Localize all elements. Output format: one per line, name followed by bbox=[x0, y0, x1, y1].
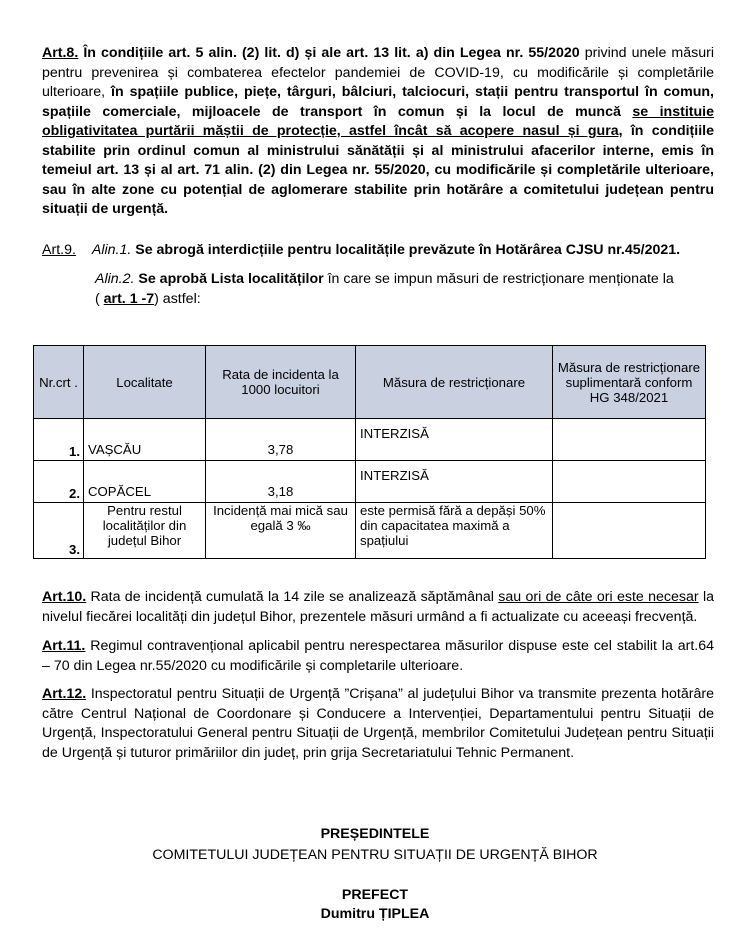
table-row bbox=[34, 503, 706, 559]
article-9-alin-2-open: ( bbox=[95, 290, 104, 307]
article-9-alin-1-text: Se abrogă interdicțiile pentru localitățile prevăzute în Hotărârea CJSU nr.45/2021. bbox=[131, 242, 681, 258]
article-11-label: Art.11. bbox=[42, 638, 86, 654]
article-11 bbox=[42, 637, 714, 676]
row-masura: INTERZISĂ bbox=[356, 419, 553, 461]
signature-role: PREFECT bbox=[341, 887, 409, 903]
article-8-bold-text-3: în condițiile stabilite prin ordinul comun al ministrului sănătății și al ministrului afacerilor interne, emis în temeiul art. 13 și al art. 71 alin. (2) din Legea nr. 55/2020, cu modificările și completările ulterioare, sau în alte zone cu potențial de aglomerare stabilite prin hotărâre a comitetului județean pentru situații de urgență. bbox=[42, 123, 714, 217]
row-masura: este permisă fără a depăși 50% din capacitatea maximă a spațiului bbox=[356, 503, 553, 559]
article-8-mask-obligation: se instituie obligativitatea purtării măștii de protecție, astfel încât să acopere nasul și gura, bbox=[42, 103, 714, 139]
signature-committee: COMITETULUI JUDEȚEAN PENTRU SITUAȚII DE URGENȚĂ BIHOR bbox=[152, 847, 598, 863]
header-localitate: Localitate bbox=[84, 346, 206, 419]
article-10-text-2: la nivelul fiecărei localități din județul Bihor, prezentele măsuri urmând a fi actualizate cu aceeași frecvență. bbox=[42, 589, 715, 625]
table-row bbox=[34, 461, 706, 503]
row-number: 2. bbox=[34, 461, 84, 503]
article-9-alin-2-ref: art. 1 -7 bbox=[103, 290, 155, 307]
article-8-label: Art.8. bbox=[42, 45, 79, 61]
article-9-alin-2-label: Alin.2. bbox=[95, 271, 135, 287]
row-number: 3. bbox=[34, 503, 84, 559]
row-masura: INTERZISĂ bbox=[356, 461, 553, 503]
article-8-bold-text-2: în spațiile publice, piețe, târguri, bâlciuri, talciocuri, stații pentru transportul în comun, spațiile comerciale, mijloacele de transport în comun și la locul de muncă bbox=[42, 84, 714, 120]
header-masura-suplimentara: Măsura de restricționare suplimentară conform HG 348/2021 bbox=[553, 346, 706, 419]
header-masura: Măsura de restricționare bbox=[356, 346, 553, 419]
article-12-label: Art.12. bbox=[42, 686, 87, 702]
table-header-row bbox=[34, 346, 706, 419]
row-suplimentara bbox=[553, 503, 706, 559]
article-10-text-1: Rata de incidență cumulată la 14 zile se analizează săptămânal bbox=[86, 589, 499, 605]
article-8-bold-text-1: În condițiile art. 5 alin. (2) lit. d) și ale art. 13 lit. a) din Legea nr. 55/2020 bbox=[83, 45, 580, 61]
row-number: 1. bbox=[34, 419, 84, 461]
row-localitate: Pentru restul localităților din județul Bihor bbox=[84, 503, 206, 559]
article-9-alin-1 bbox=[42, 241, 714, 261]
article-9-alin-2 bbox=[95, 270, 714, 309]
row-suplimentara bbox=[553, 461, 706, 503]
article-9-label: Art.9. bbox=[42, 242, 76, 258]
row-localitate: VAȘCĂU bbox=[84, 419, 206, 461]
article-8-plain-text: privind unele măsuri pentru prevenirea și combaterea efectelor pandemiei de COVID-19, cu modificările și completările ulterioare, bbox=[42, 45, 714, 100]
table-row bbox=[34, 419, 706, 461]
article-9-alin-2-bold: Se aprobă Lista localităților bbox=[134, 271, 324, 287]
signature-name: Dumitru ȚIPLEA bbox=[320, 906, 430, 922]
article-9-alin-1-label: Alin.1. bbox=[91, 242, 132, 258]
article-12-text: Inspectoratul pentru Situații de Urgență ”Crișana” al județului Bihor va transmite prezenta hotărâre către Centrul Național de Coordonare și Conducere a Intervenției, Departamentului pentru Situații de Urgență, Inspectoratului General pentru Situații de Urgență, membrilor Comitetului Județean pentru Situații de Urgență și tuturor primăriilor din județ, prin grija Secretariatului Tehnic Permanent. bbox=[42, 686, 714, 761]
article-10 bbox=[42, 588, 714, 627]
row-suplimentara bbox=[553, 419, 706, 461]
article-10-label: Art.10. bbox=[42, 589, 87, 605]
header-nr-crt: Nr.crt . bbox=[34, 346, 84, 419]
row-localitate: COPĂCEL bbox=[84, 461, 206, 503]
row-rata: Incidență mai mică sau egală 3 ‰ bbox=[206, 503, 356, 559]
article-9-alin-2-text: în care se impun măsuri de restricționare menționate la bbox=[323, 271, 674, 287]
localities-table bbox=[33, 345, 706, 559]
article-12 bbox=[42, 685, 714, 763]
article-9-alin-2-close: ) astfel: bbox=[154, 290, 201, 307]
article-11-text: Regimul contravențional aplicabil pentru nerespectarea măsurilor dispuse este cel stabilit la art.64 – 70 din Legea nr.55/2020 cu modificările și completarile ulterioare. bbox=[42, 638, 714, 674]
signature-title: PREȘEDINTELE bbox=[320, 826, 430, 842]
article-8 bbox=[42, 44, 714, 220]
row-rata: 3,18 bbox=[206, 461, 356, 503]
row-rata: 3,78 bbox=[206, 419, 356, 461]
article-10-underlined: sau ori de câte ori este necesar bbox=[498, 589, 699, 605]
header-rata-incidenta: Rata de incidenta la 1000 locuitori bbox=[206, 346, 356, 419]
